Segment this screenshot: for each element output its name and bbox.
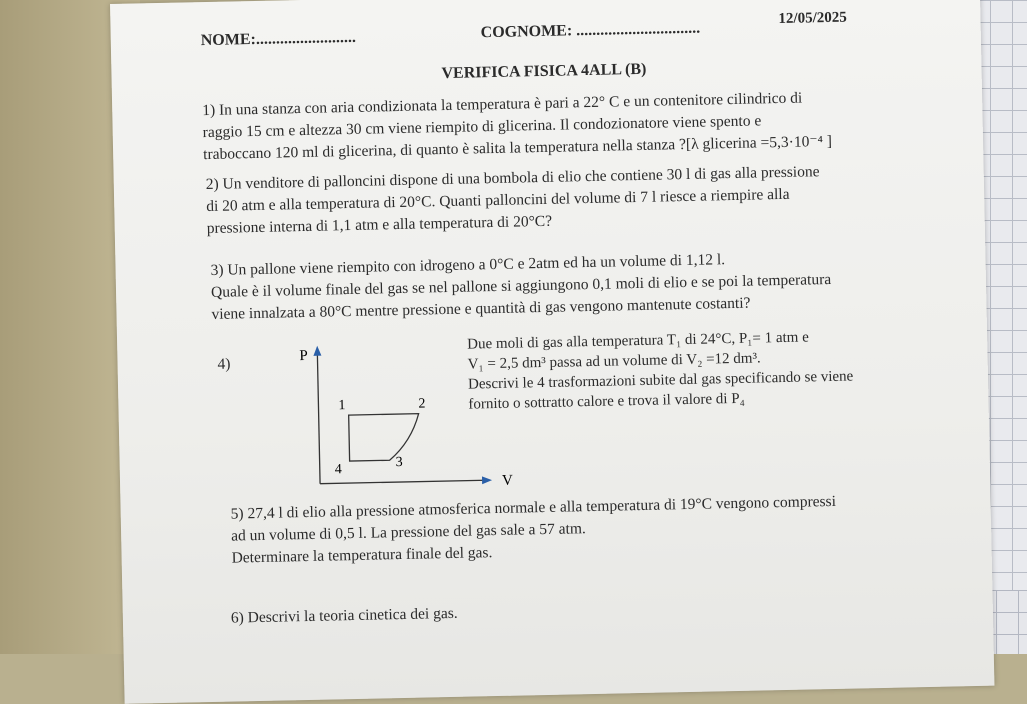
question-4-line-4: fornito o sottratto calore e trova il valore di P₄ [468,390,745,413]
question-4-line-1: Due moli di gas alla temperatura T₁ di 24°C, P₁= 1 atm e [467,329,809,353]
point-4-label: 4 [334,462,342,478]
v-axis [320,480,485,483]
test-date: 12/05/2025 [778,9,847,28]
question-1-line-2: raggio 15 cm e altezza 30 cm viene riempito di glicerina. Il condozionatore viene spento e [202,112,762,142]
question-2-line-2: di 20 atm e alla temperatura di 20°C. Quanti palloncini del volume di 7 l riesce a riempire alla [206,185,790,216]
question-1-line-1: 1) In una stanza con aria condizionata la temperatura è pari a 22° C e un contenitore cilindrico di [202,89,803,120]
point-3-label: 3 [395,454,403,471]
question-4-line-2: V₁ = 2,5 dm³ passa ad un volume di V₂ =12 dm³. [467,350,761,373]
question-5 [230,491,837,570]
question-6-line-1: 6) Descrivi la teoria cinetica dei gas. [230,604,458,627]
p-axis-label: P [299,347,308,365]
v-axis-label: V [501,472,514,489]
test-sheet [110,0,994,704]
question-4 [467,327,854,415]
cycle-path [349,414,420,461]
question-3-line-3: viene innalzata a 80°C mentre pressione e quantità di gas vengono mantenute costanti? [211,294,751,323]
question-2 [206,161,821,240]
question-2-line-3: pressione interna di 1,1 atm e alla temperatura di 20°C? [206,212,553,238]
point-1-label: 1 [338,398,346,414]
page-title: VERIFICA FISICA 4ALL (B) [441,60,647,83]
question-5-line-3: Determinare la temperatura finale del gas. [231,544,493,567]
question-3-line-2: Quale è il volume finale del gas se nel pallone si aggiungono 0,1 moli di elio e se poi la temperatura [210,270,832,301]
name-field: NOME:......................... [200,28,357,50]
question-2-line-1: 2) Un venditore di palloncini dispone di una bombola di elio che contiene 30 l di gas alla pressione [205,163,820,194]
surname-field: COGNOME: ............................... [480,19,701,42]
question-4-number: 4) [217,355,231,373]
question-6 [231,603,458,630]
question-1 [202,87,832,166]
p-axis [317,352,320,484]
question-5-line-2: ad un volume di 0,5 l. La pressione del gas sale a 57 atm. [230,520,586,545]
question-3 [210,247,832,326]
p-axis-arrow [313,346,321,356]
question-3-line-1: 3) Un pallone viene riempito con idrogeno a 0°C e 2atm ed ha un volume di 1,12 l. [210,251,726,279]
question-1-line-3: traboccano 120 ml di glicerina, di quanto è salita la temperatura nella stanza ?[λ glicerina =5,3·10⁻⁴ ] [202,132,833,164]
v-axis-arrow [482,476,492,484]
question-4-line-3: Descrivi le 4 trasformazioni subite dal gas specificando se viene [467,368,854,393]
point-2-label: 2 [418,396,426,412]
question-5-line-1: 5) 27,4 l di elio alla pressione atmosferica normale e alla temperatura di 19°C vengono compressi [230,492,837,523]
